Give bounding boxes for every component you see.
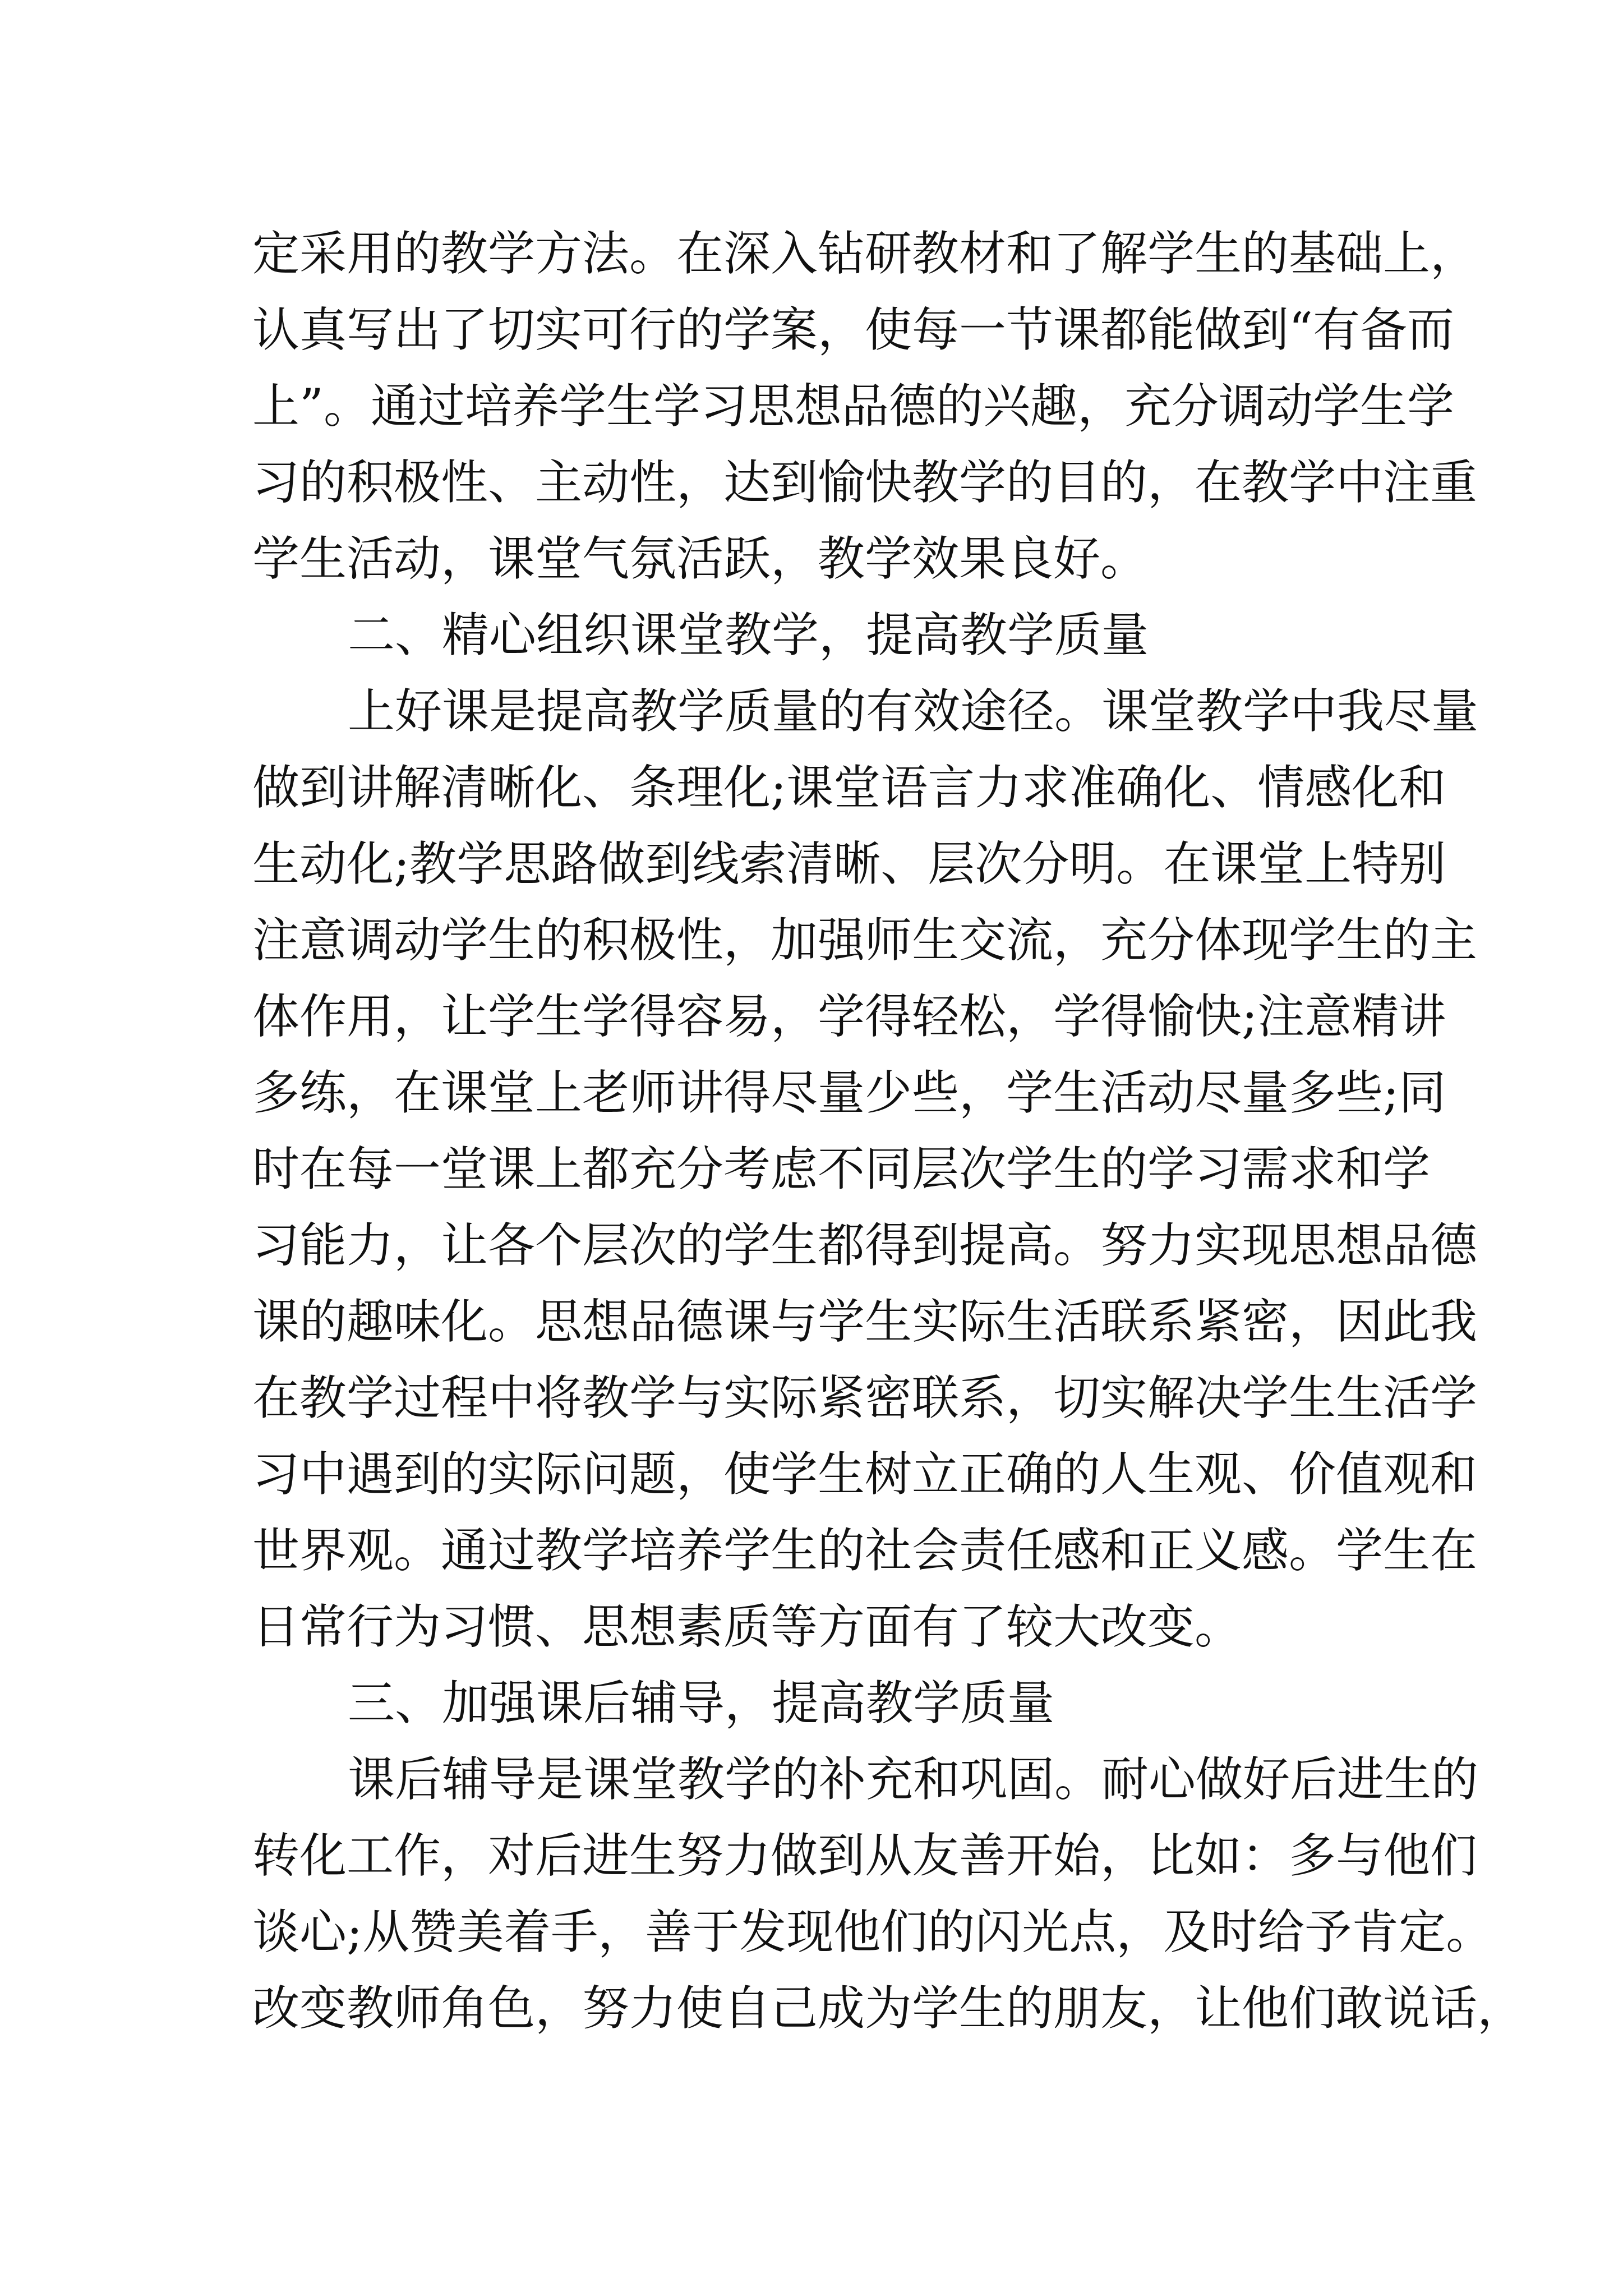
text-line: 时在每一堂课上都充分考虑不同层次学生的学习需求和学 xyxy=(252,1142,1431,1197)
section-heading: 三、加强课后辅导，提高教学质量 xyxy=(348,1676,1055,1731)
text-line: 课后辅导是课堂教学的补充和巩固。耐心做好后进生的 xyxy=(348,1752,1479,1807)
text-line: 习的积极性、主动性，达到愉快教学的目的，在教学中注重 xyxy=(252,455,1478,510)
text-line: 做到讲解清晰化、条理化;课堂语言力求准确化、情感化和 xyxy=(252,760,1446,815)
text-line: 认真写出了切实可行的学案，使每一节课都能做到“有备而 xyxy=(252,302,1454,357)
text-line: 在教学过程中将教学与实际紧密联系，切实解决学生生活学 xyxy=(252,1370,1478,1425)
text-line: 注意调动学生的积极性，加强师生交流，充分体现学生的主 xyxy=(252,913,1478,968)
text-line: 生动化;教学思路做到线索清晰、层次分明。在课堂上特别 xyxy=(252,836,1446,891)
text-line: 日常行为习惯、思想素质等方面有了较大改变。 xyxy=(252,1599,1242,1654)
text-line: 学生活动，课堂气氛活跃，教学效果良好。 xyxy=(252,531,1148,586)
text-line: 谈心;从赞美着手，善于发现他们的闪光点，及时给予肯定。 xyxy=(252,1904,1493,1959)
text-line: 世界观。通过教学培养学生的社会责任感和正义感。学生在 xyxy=(252,1523,1478,1578)
body-text xyxy=(252,215,1525,2046)
text-line: 习中遇到的实际问题，使学生树立正确的人生观、价值观和 xyxy=(252,1447,1478,1502)
text-line: 习能力，让各个层次的学生都得到提高。努力实现思想品德 xyxy=(252,1218,1478,1273)
text-line: 多练，在课堂上老师讲得尽量少些，学生活动尽量多些;同 xyxy=(252,1065,1446,1120)
text-line: 课的趣味化。思想品德课与学生实际生活联系紧密，因此我 xyxy=(252,1294,1478,1349)
section-heading: 二、精心组织课堂教学，提高教学质量 xyxy=(348,608,1149,662)
text-line: 体作用，让学生学得容易，学得轻松，学得愉快;注意精讲 xyxy=(252,989,1446,1044)
text-line: 改变教师角色，努力使自己成为学生的朋友，让他们敢说话， xyxy=(252,1981,1525,2036)
text-line: 上”。通过培养学生学习思想品德的兴趣，充分调动学生学 xyxy=(252,379,1454,434)
text-line: 上好课是提高教学质量的有效途径。课堂教学中我尽量 xyxy=(348,684,1479,739)
text-line: 定采用的教学方法。在深入钻研教材和了解学生的基础上， xyxy=(252,226,1478,281)
text-line: 转化工作，对后进生努力做到从友善开始，比如：多与他们 xyxy=(252,1828,1478,1883)
